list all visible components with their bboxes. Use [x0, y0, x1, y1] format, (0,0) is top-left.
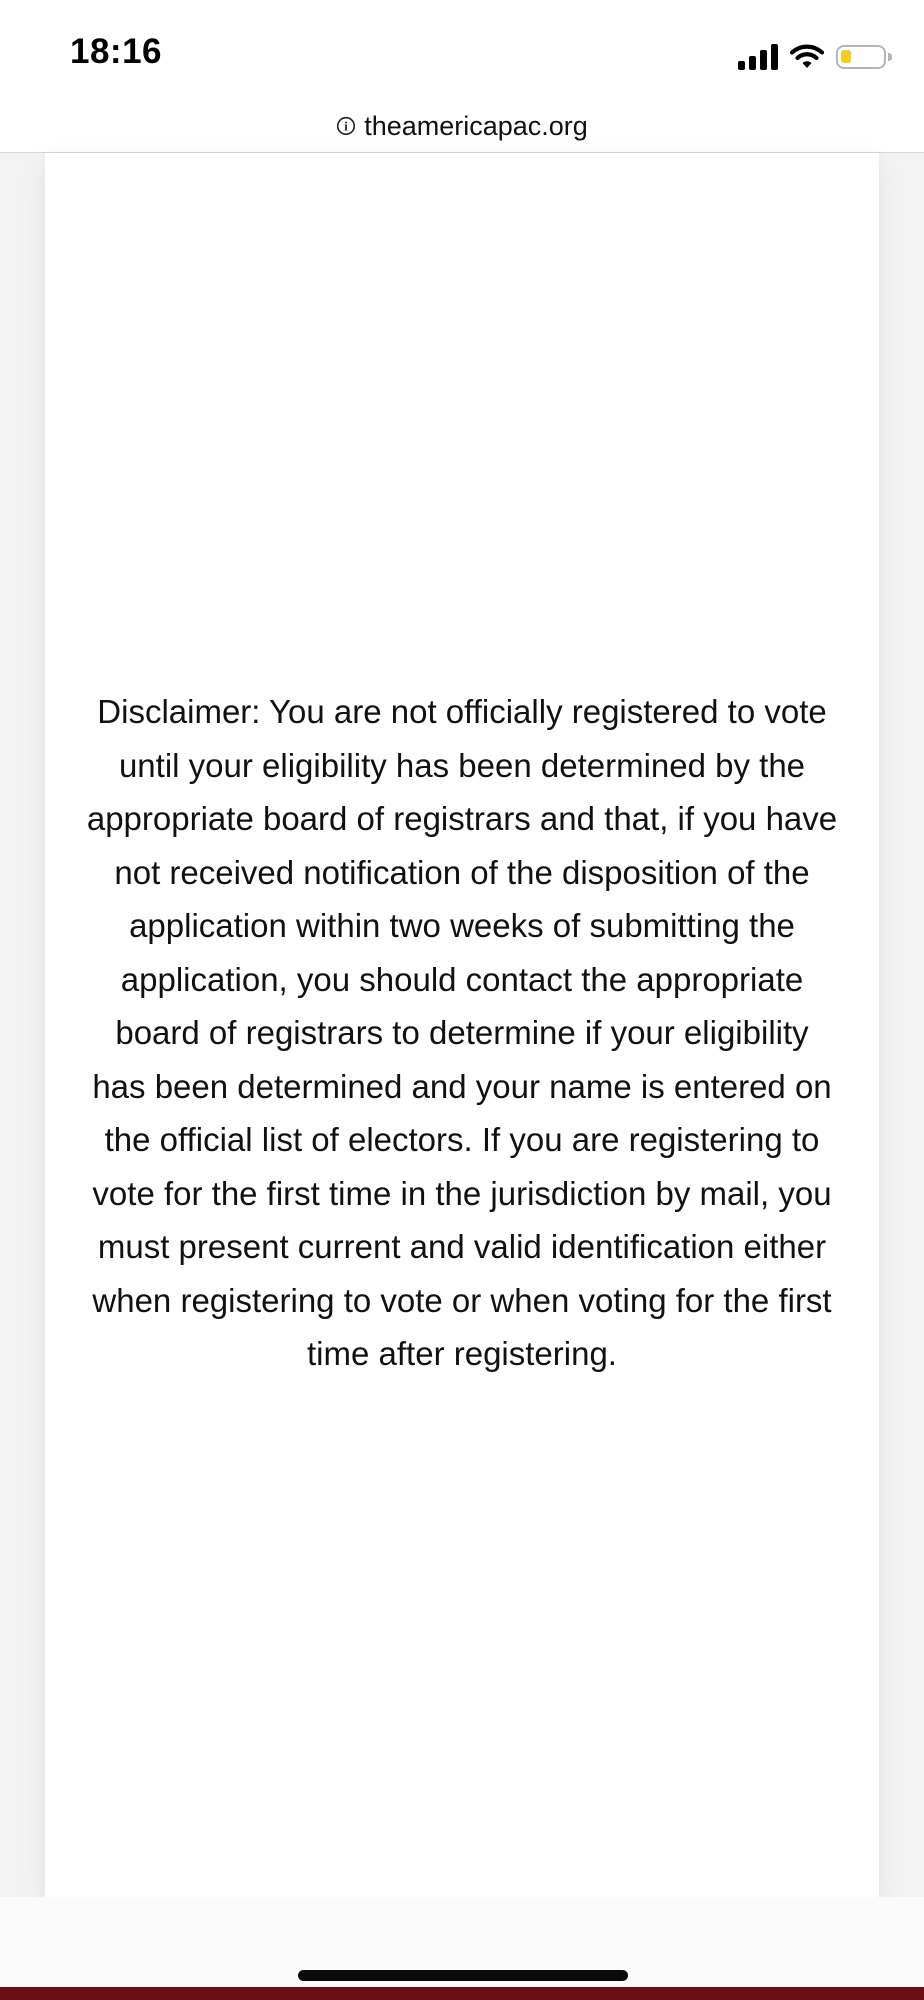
info-icon	[336, 116, 356, 136]
battery-tip	[888, 53, 892, 61]
status-icons	[738, 40, 886, 74]
battery-level-fill	[841, 50, 851, 63]
status-time: 18:16	[70, 32, 163, 71]
battery-icon	[836, 45, 886, 69]
info-glyph: i	[344, 119, 348, 134]
home-indicator[interactable]	[298, 1970, 628, 1981]
status-bar	[0, 0, 924, 110]
url-bar[interactable]	[0, 100, 924, 152]
wifi-icon	[790, 44, 824, 70]
page-content	[0, 153, 924, 1993]
cellular-signal-icon	[738, 44, 778, 70]
bottom-color-strip	[0, 1987, 924, 2000]
disclaimer-text: Disclaimer: You are not officially registered to vote until your eligibility has been determined by the appropriate board of registrars and that, if you have not received notification of the disposition of the application within two weeks of submitting the application, you should contact the appropriate board of registrars to determine if your eligibility has been determined and your name is entered on the official list of electors. If you are registering to vote for the first time in the jurisdiction by mail, you must present current and valid identification either when registering to vote or when voting for the first time after registering.	[86, 693, 838, 1372]
url-domain[interactable]: theamericapac.org	[364, 110, 588, 141]
disclaimer-card	[45, 153, 879, 1897]
